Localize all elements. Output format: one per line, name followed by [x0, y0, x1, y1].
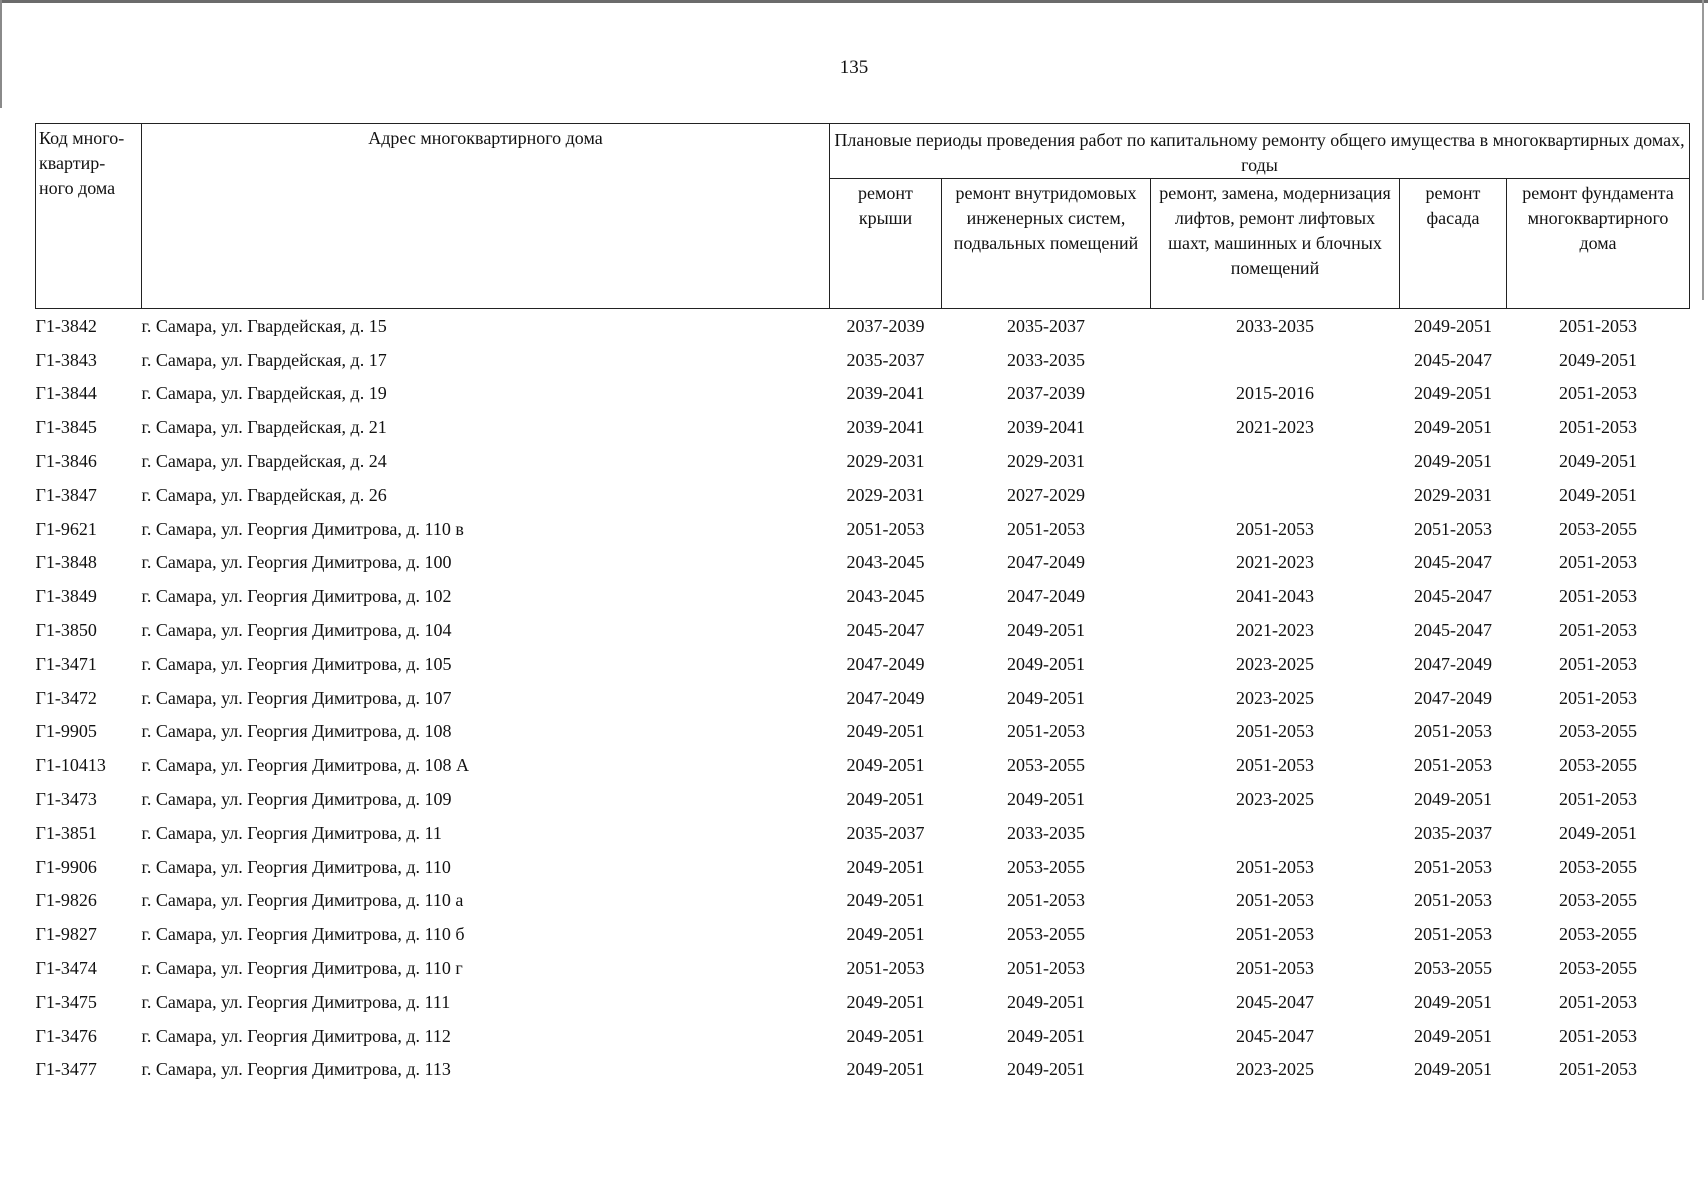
table-row	[36, 613, 1690, 647]
cell-roof: 2049-2051	[846, 924, 925, 945]
cell-roof: 2047-2049	[846, 687, 925, 708]
cell-roof: 2049-2051	[846, 991, 925, 1012]
cell-foundation: 2051-2053	[1559, 552, 1637, 573]
cell-elevators	[1151, 478, 1400, 512]
cell-code: Г1-3851	[35, 822, 97, 843]
cell-systems: 2049-2051	[1007, 620, 1085, 641]
cell-systems: 2047-2049	[1007, 552, 1085, 573]
cell-code: Г1-3846	[35, 451, 97, 472]
cell-facade: 2049-2051	[1414, 417, 1492, 438]
cell-roof: 2043-2045	[846, 552, 925, 573]
cell-systems: 2051-2053	[1007, 721, 1085, 742]
header-systems: ремонт внутридомовых инженерных систем, подвальных помещений	[942, 179, 1151, 309]
cell-roof: 2047-2049	[846, 653, 925, 674]
cell-address: г. Самара, ул. Георгия Димитрова, д. 110	[141, 856, 451, 877]
cell-address: г. Самара, ул. Георгия Димитрова, д. 11	[141, 822, 442, 843]
cell-roof: 2049-2051	[846, 721, 925, 742]
cell-facade: 2045-2047	[1414, 349, 1492, 370]
cell-address: г. Самара, ул. Гвардейская, д. 17	[141, 349, 387, 370]
cell-elevators	[1151, 444, 1400, 478]
cell-systems: 2049-2051	[1007, 1059, 1085, 1080]
cell-foundation: 2051-2053	[1559, 1059, 1637, 1080]
cell-foundation: 2051-2053	[1559, 315, 1637, 336]
cell-elevators: 2045-2047	[1236, 991, 1314, 1012]
cell-roof: 2049-2051	[846, 856, 925, 877]
cell-code: Г1-3845	[35, 417, 97, 438]
cell-facade: 2049-2051	[1414, 315, 1492, 336]
cell-code: Г1-9827	[35, 924, 97, 945]
cell-systems: 2053-2055	[1007, 924, 1085, 945]
cell-foundation: 2053-2055	[1559, 924, 1637, 945]
table-row	[36, 917, 1690, 951]
right-border-line	[1702, 0, 1704, 300]
cell-facade: 2035-2037	[1414, 822, 1492, 843]
cell-address: г. Самара, ул. Гвардейская, д. 15	[141, 315, 387, 336]
cell-code: Г1-10413	[35, 755, 106, 776]
header-facade: ремонт фасада	[1400, 179, 1507, 309]
cell-facade: 2051-2053	[1414, 924, 1492, 945]
table-row	[36, 850, 1690, 884]
table-row	[36, 546, 1690, 580]
table-row	[36, 410, 1690, 444]
cell-systems: 2051-2053	[1007, 958, 1085, 979]
cell-elevators: 2051-2053	[1236, 856, 1314, 877]
cell-roof: 2043-2045	[846, 586, 925, 607]
cell-systems: 2051-2053	[1007, 518, 1085, 539]
cell-foundation: 2053-2055	[1559, 721, 1637, 742]
cell-foundation: 2051-2053	[1559, 991, 1637, 1012]
cell-code: Г1-9906	[35, 856, 97, 877]
cell-address: г. Самара, ул. Гвардейская, д. 21	[141, 417, 387, 438]
cell-facade: 2051-2053	[1414, 721, 1492, 742]
cell-systems: 2047-2049	[1007, 586, 1085, 607]
header-address: Адрес многоквартирного дома	[142, 124, 830, 309]
cell-elevators: 2033-2035	[1236, 315, 1314, 336]
cell-code: Г1-3473	[35, 789, 97, 810]
cell-roof: 2029-2031	[846, 451, 925, 472]
page-number: 135	[839, 57, 869, 78]
cell-foundation: 2053-2055	[1559, 856, 1637, 877]
cell-roof: 2039-2041	[846, 417, 925, 438]
cell-systems: 2033-2035	[1007, 349, 1085, 370]
cell-systems: 2033-2035	[1007, 822, 1085, 843]
cell-address: г. Самара, ул. Гвардейская, д. 19	[141, 383, 387, 404]
cell-facade: 2045-2047	[1414, 586, 1492, 607]
cell-systems: 2027-2029	[1007, 484, 1085, 505]
cell-elevators	[1151, 343, 1400, 377]
cell-code: Г1-3842	[35, 315, 97, 336]
cell-code: Г1-3847	[35, 484, 97, 505]
table-row	[36, 748, 1690, 782]
cell-elevators: 2051-2053	[1236, 958, 1314, 979]
cell-systems: 2035-2037	[1007, 315, 1085, 336]
cell-foundation: 2053-2055	[1559, 958, 1637, 979]
cell-address: г. Самара, ул. Георгия Димитрова, д. 105	[141, 653, 452, 674]
table-row	[36, 951, 1690, 985]
cell-roof: 2049-2051	[846, 755, 925, 776]
cell-roof: 2051-2053	[846, 958, 925, 979]
cell-roof: 2037-2039	[846, 315, 925, 336]
cell-code: Г1-3475	[35, 991, 97, 1012]
cell-address: г. Самара, ул. Георгия Димитрова, д. 110 в	[141, 518, 464, 539]
cell-elevators: 2023-2025	[1236, 653, 1314, 674]
cell-address: г. Самара, ул. Георгия Димитрова, д. 104	[141, 620, 452, 641]
cell-address: г. Самара, ул. Георгия Димитрова, д. 109	[141, 789, 452, 810]
table-row	[36, 478, 1690, 512]
cell-elevators: 2045-2047	[1236, 1025, 1314, 1046]
cell-address: г. Самара, ул. Георгия Димитрова, д. 102	[141, 586, 452, 607]
cell-elevators: 2051-2053	[1236, 518, 1314, 539]
cell-elevators: 2023-2025	[1236, 1059, 1314, 1080]
table-row	[36, 444, 1690, 478]
cell-systems: 2051-2053	[1007, 890, 1085, 911]
top-border-line	[0, 0, 1708, 3]
cell-foundation: 2053-2055	[1559, 890, 1637, 911]
cell-address: г. Самара, ул. Гвардейская, д. 24	[141, 451, 387, 472]
cell-systems: 2049-2051	[1007, 687, 1085, 708]
header-periods: Плановые периоды проведения работ по капитальному ремонту общего имущества в многоквартирных домах, годы	[830, 124, 1690, 179]
table-row	[36, 1053, 1690, 1087]
cell-address: г. Самара, ул. Георгия Димитрова, д. 100	[141, 552, 452, 573]
cell-code: Г1-3849	[35, 586, 97, 607]
cell-elevators: 2051-2053	[1236, 721, 1314, 742]
cell-address: г. Самара, ул. Георгия Димитрова, д. 108 А	[141, 755, 470, 776]
cell-code: Г1-3843	[35, 349, 97, 370]
cell-elevators: 2051-2053	[1236, 755, 1314, 776]
table-header	[36, 124, 1690, 309]
header-foundation: ремонт фундамента многоквартирного дома	[1507, 179, 1690, 309]
cell-code: Г1-3476	[35, 1025, 97, 1046]
table-row	[36, 377, 1690, 411]
cell-elevators: 2023-2025	[1236, 789, 1314, 810]
table-body	[36, 309, 1690, 1087]
cell-elevators: 2023-2025	[1236, 687, 1314, 708]
cell-facade: 2051-2053	[1414, 890, 1492, 911]
table-row	[36, 715, 1690, 749]
cell-systems: 2029-2031	[1007, 451, 1085, 472]
cell-elevators: 2051-2053	[1236, 924, 1314, 945]
cell-facade: 2049-2051	[1414, 451, 1492, 472]
cell-elevators: 2021-2023	[1236, 620, 1314, 641]
cell-code: Г1-3477	[35, 1059, 97, 1080]
cell-address: г. Самара, ул. Георгия Димитрова, д. 107	[141, 687, 452, 708]
cell-code: Г1-3474	[35, 958, 97, 979]
cell-facade: 2029-2031	[1414, 484, 1492, 505]
cell-facade: 2049-2051	[1414, 789, 1492, 810]
cell-facade: 2047-2049	[1414, 687, 1492, 708]
cell-elevators: 2041-2043	[1236, 586, 1314, 607]
cell-address: г. Самара, ул. Георгия Димитрова, д. 110 а	[141, 890, 464, 911]
cell-facade: 2049-2051	[1414, 1059, 1492, 1080]
cell-address: г. Самара, ул. Георгия Димитрова, д. 108	[141, 721, 452, 742]
cell-address: г. Самара, ул. Георгия Димитрова, д. 113	[141, 1059, 451, 1080]
cell-roof: 2035-2037	[846, 349, 925, 370]
cell-facade: 2051-2053	[1414, 518, 1492, 539]
cell-systems: 2053-2055	[1007, 755, 1085, 776]
cell-code: Г1-9621	[35, 518, 97, 539]
table-row	[36, 1019, 1690, 1053]
cell-elevators: 2051-2053	[1236, 890, 1314, 911]
cell-address: г. Самара, ул. Георгия Димитрова, д. 110 б	[141, 924, 465, 945]
cell-foundation: 2049-2051	[1559, 484, 1637, 505]
cell-foundation: 2053-2055	[1559, 518, 1637, 539]
cell-roof: 2045-2047	[846, 620, 925, 641]
cell-systems: 2049-2051	[1007, 789, 1085, 810]
cell-systems: 2049-2051	[1007, 991, 1085, 1012]
header-code: Код много-квартир-ного дома	[36, 124, 142, 309]
cell-systems: 2049-2051	[1007, 1025, 1085, 1046]
cell-elevators: 2021-2023	[1236, 552, 1314, 573]
cell-roof: 2049-2051	[846, 789, 925, 810]
cell-foundation: 2051-2053	[1559, 417, 1637, 438]
cell-code: Г1-3844	[35, 383, 97, 404]
cell-foundation: 2051-2053	[1559, 1025, 1637, 1046]
cell-code: Г1-3471	[35, 653, 97, 674]
table-row	[36, 343, 1690, 377]
cell-code: Г1-9905	[35, 721, 97, 742]
cell-foundation: 2051-2053	[1559, 620, 1637, 641]
cell-foundation: 2049-2051	[1559, 349, 1637, 370]
cell-code: Г1-3850	[35, 620, 97, 641]
table-row	[36, 884, 1690, 918]
table-row	[36, 681, 1690, 715]
cell-facade: 2047-2049	[1414, 653, 1492, 674]
cell-foundation: 2053-2055	[1559, 755, 1637, 776]
cell-facade: 2049-2051	[1414, 383, 1492, 404]
cell-elevators	[1151, 816, 1400, 850]
table-row	[36, 647, 1690, 681]
cell-foundation: 2051-2053	[1559, 586, 1637, 607]
cell-roof: 2049-2051	[846, 1059, 925, 1080]
cell-systems: 2039-2041	[1007, 417, 1085, 438]
cell-systems: 2037-2039	[1007, 383, 1085, 404]
cell-roof: 2035-2037	[846, 822, 925, 843]
table-row	[36, 816, 1690, 850]
cell-foundation: 2051-2053	[1559, 789, 1637, 810]
cell-facade: 2045-2047	[1414, 620, 1492, 641]
table-row	[36, 512, 1690, 546]
cell-roof: 2029-2031	[846, 484, 925, 505]
cell-roof: 2049-2051	[846, 890, 925, 911]
cell-facade: 2051-2053	[1414, 856, 1492, 877]
repair-schedule-table	[35, 123, 1690, 1086]
cell-facade: 2053-2055	[1414, 958, 1492, 979]
table-row	[36, 782, 1690, 816]
cell-address: г. Самара, ул. Георгия Димитрова, д. 112	[141, 1025, 451, 1046]
cell-code: Г1-3472	[35, 687, 97, 708]
cell-code: Г1-9826	[35, 890, 97, 911]
cell-roof: 2049-2051	[846, 1025, 925, 1046]
table-row	[36, 309, 1690, 343]
cell-facade: 2049-2051	[1414, 991, 1492, 1012]
cell-roof: 2051-2053	[846, 518, 925, 539]
cell-foundation: 2049-2051	[1559, 822, 1637, 843]
cell-foundation: 2051-2053	[1559, 687, 1637, 708]
cell-systems: 2053-2055	[1007, 856, 1085, 877]
cell-address: г. Самара, ул. Георгия Димитрова, д. 110 г	[141, 958, 463, 979]
cell-foundation: 2051-2053	[1559, 653, 1637, 674]
table-row	[36, 579, 1690, 613]
cell-foundation: 2051-2053	[1559, 383, 1637, 404]
cell-code: Г1-3848	[35, 552, 97, 573]
cell-facade: 2049-2051	[1414, 1025, 1492, 1046]
cell-elevators: 2021-2023	[1236, 417, 1314, 438]
header-elevators: ремонт, замена, модернизация лифтов, ремонт лифтовых шахт, машинных и блочных помещений	[1151, 179, 1400, 309]
table-row	[36, 985, 1690, 1019]
cell-foundation: 2049-2051	[1559, 451, 1637, 472]
cell-facade: 2045-2047	[1414, 552, 1492, 573]
left-border-line	[0, 0, 2, 108]
cell-elevators: 2015-2016	[1236, 383, 1314, 404]
cell-address: г. Самара, ул. Гвардейская, д. 26	[141, 484, 387, 505]
cell-facade: 2051-2053	[1414, 755, 1492, 776]
cell-roof: 2039-2041	[846, 383, 925, 404]
cell-systems: 2049-2051	[1007, 653, 1085, 674]
header-roof: ремонт крыши	[830, 179, 942, 309]
cell-address: г. Самара, ул. Георгия Димитрова, д. 111	[141, 991, 451, 1012]
